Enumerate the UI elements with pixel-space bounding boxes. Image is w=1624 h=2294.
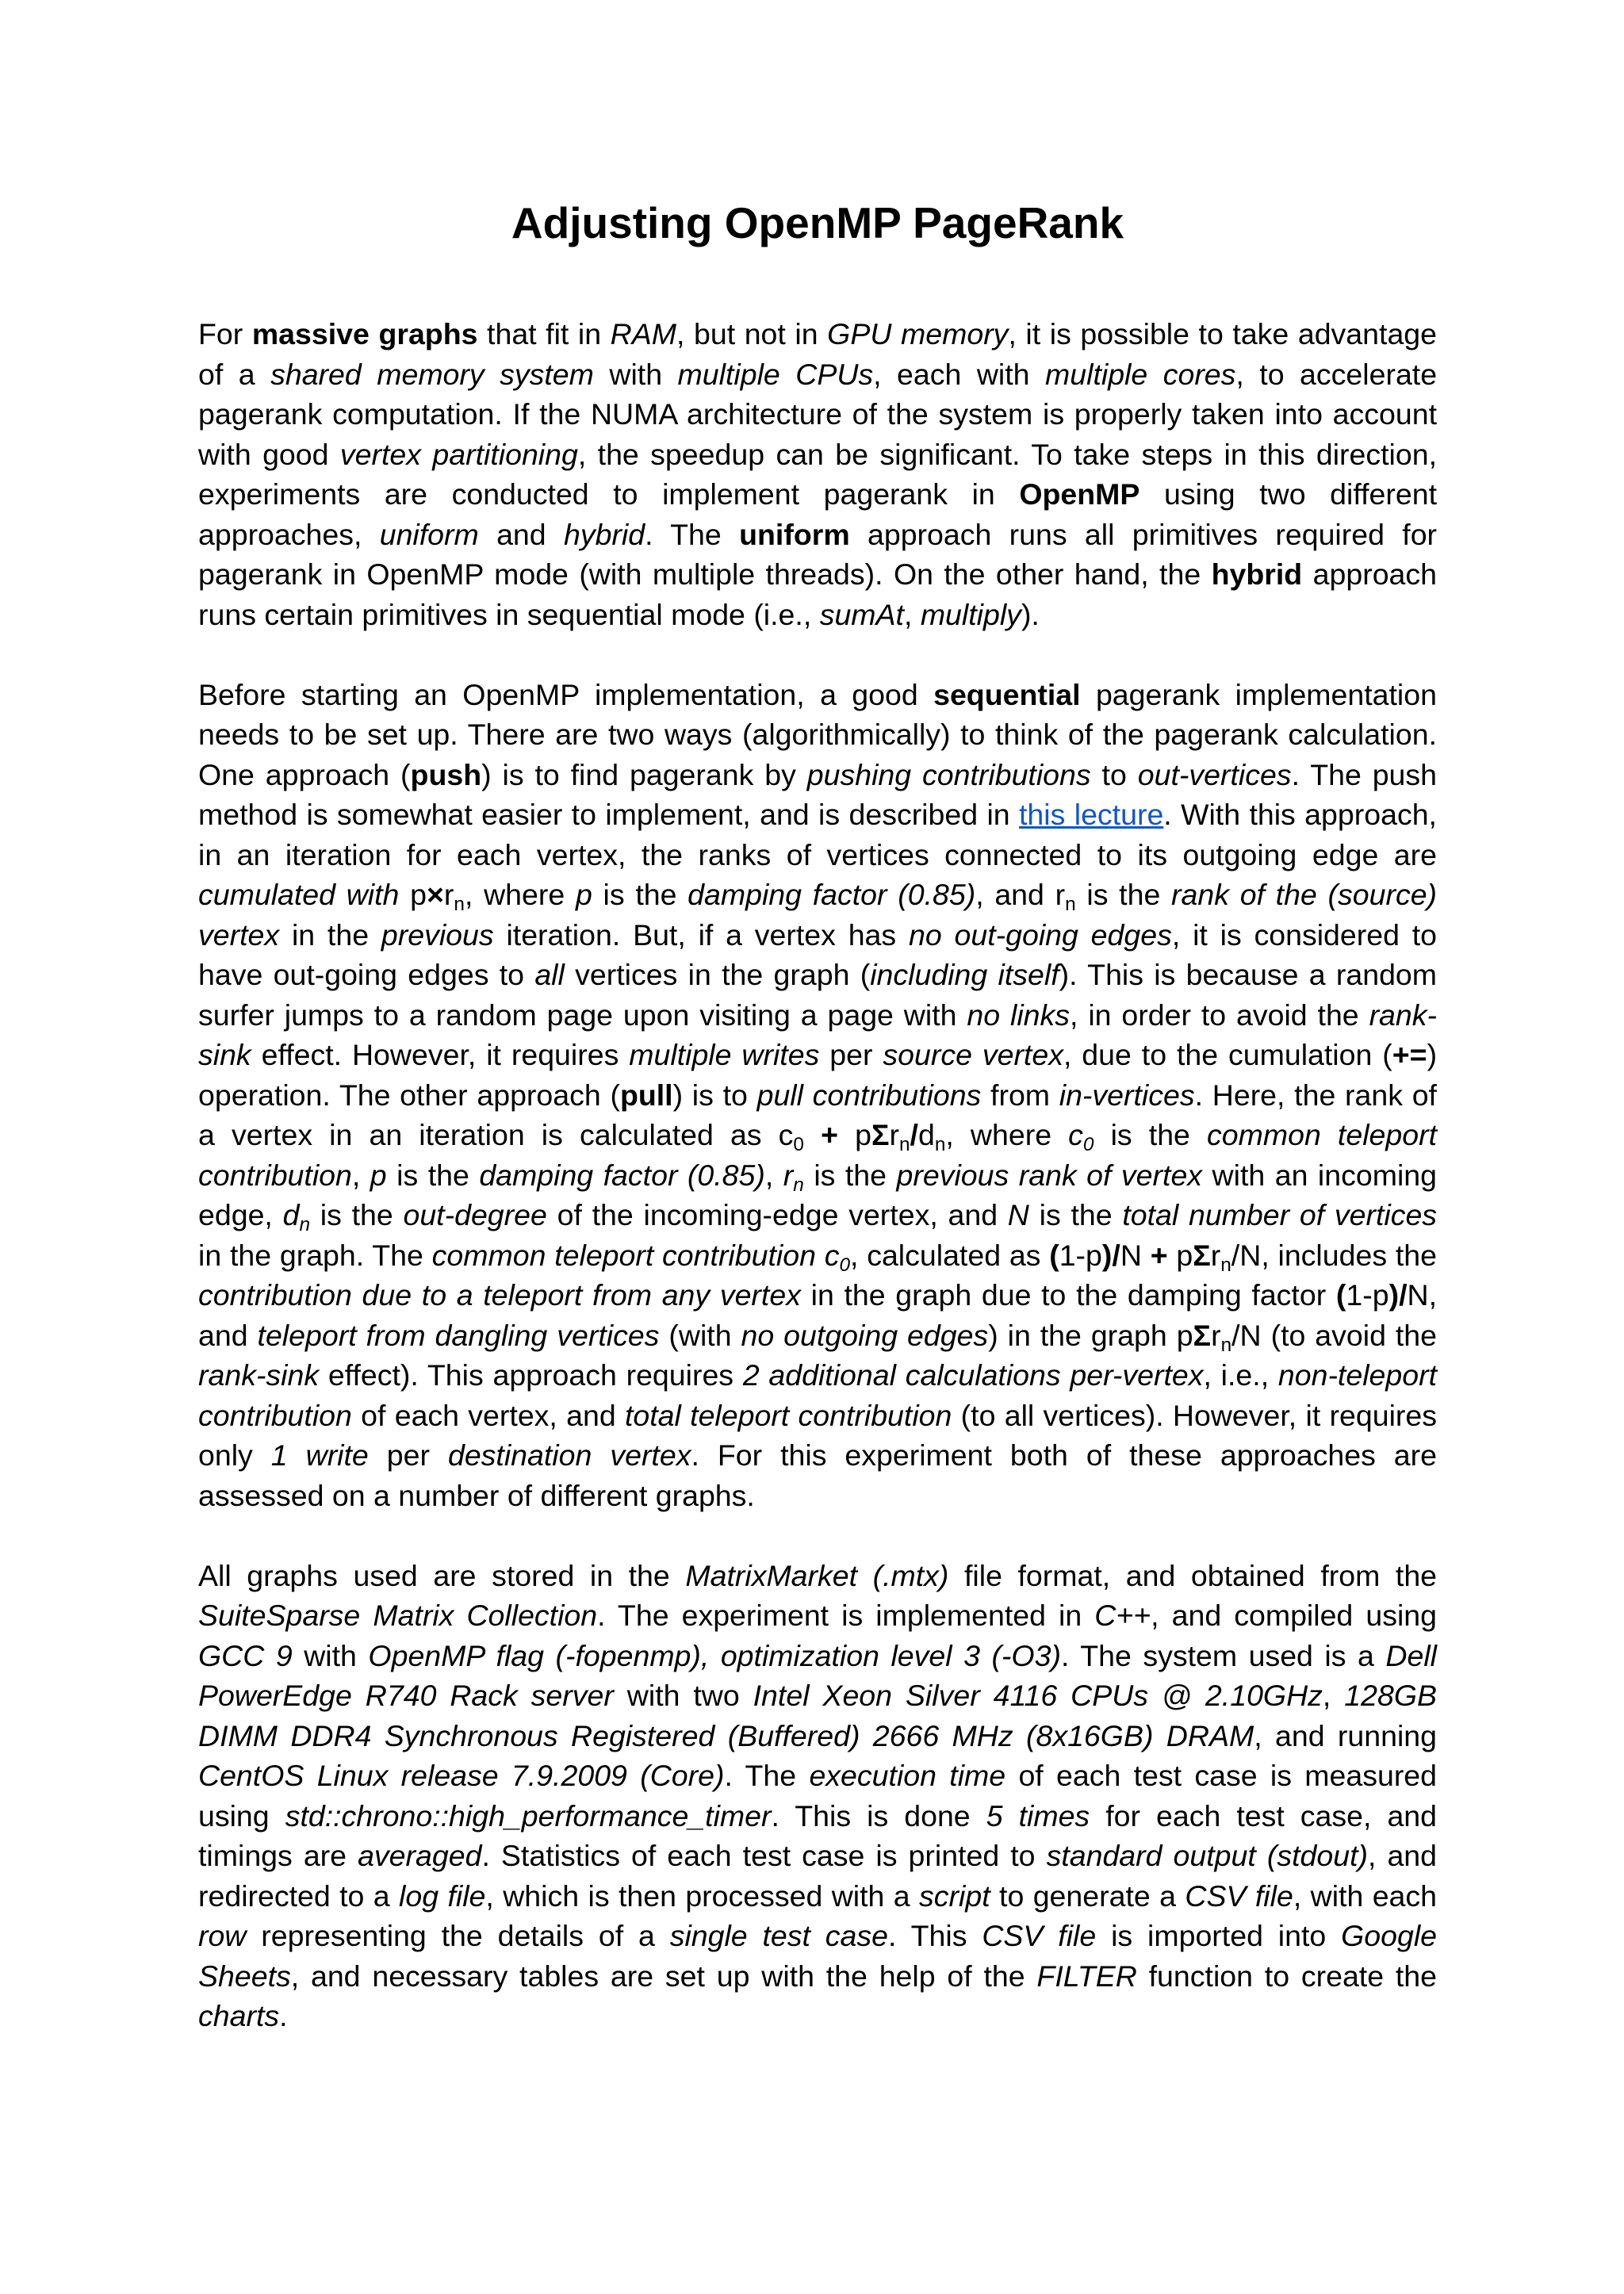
- text: function to create the: [1148, 1959, 1438, 1993]
- math-N: N: [1007, 1198, 1029, 1231]
- bold-text: pull: [619, 1078, 673, 1112]
- italic-text: std::chrono::high_performance_timer: [285, 1798, 772, 1833]
- text: . For this experiment both of these approaches are assessed on a number of different graphs.: [198, 1438, 1437, 1512]
- paragraph-approaches: [198, 675, 1437, 1516]
- math-plus-equals: +=: [1392, 1038, 1427, 1071]
- text: effect). This approach requires: [327, 1358, 734, 1392]
- text: with: [304, 1638, 357, 1672]
- text: in the graph. The: [198, 1238, 423, 1272]
- math-N: N: [1239, 1238, 1262, 1272]
- math-d: d: [282, 1198, 300, 1231]
- text: , and: [975, 878, 1044, 911]
- text: ,: [1322, 1679, 1331, 1712]
- italic-text: 128GB DIMM DDR4 Synchronous Registered (Buffered) 2666 MHz (8x16GB) DRAM: [198, 1679, 1437, 1752]
- math-one-minus-p: 1-p: [1059, 1238, 1102, 1272]
- math-slash: /: [1399, 1278, 1408, 1312]
- paragraph-intro: [198, 314, 1437, 634]
- text: , it is considered to have out-going edges to: [198, 917, 1438, 991]
- text: of each test case is measured using: [198, 1759, 1438, 1833]
- math-close-paren: ): [1101, 1238, 1113, 1272]
- text: ).: [1021, 597, 1040, 631]
- italic-text: RAM: [610, 317, 677, 350]
- math-slash: /: [1231, 1238, 1240, 1272]
- italic-text: Intel Xeon Silver 4116 CPUs @ 2.10GHz: [753, 1679, 1323, 1712]
- formula-dangling: [1176, 1318, 1262, 1356]
- italic-text: row: [198, 1919, 247, 1952]
- italic-text: all: [534, 958, 565, 991]
- math-sigma: Σ: [871, 1118, 890, 1151]
- text: , where: [464, 878, 565, 911]
- text: and: [496, 517, 546, 551]
- italic-text: no out-going edges: [908, 917, 1172, 952]
- text: All graphs used are stored in the: [198, 1558, 670, 1592]
- italic-text: GPU memory: [827, 317, 1009, 350]
- text: , and redirected to a: [198, 1839, 1438, 1913]
- document-page: [198, 0, 1437, 2036]
- italic-text: CentOS Linux release 7.9.2009 (Core): [198, 1759, 725, 1792]
- text: . The push method is somewhat easier to implement, and is described in: [198, 757, 1438, 831]
- italic-text: source vertex: [883, 1038, 1063, 1071]
- math-slash: /: [1112, 1238, 1120, 1272]
- bold-text: sequential: [933, 677, 1081, 711]
- text: of each vertex, and: [361, 1398, 616, 1432]
- text: , where: [945, 1118, 1052, 1151]
- text: , which is then processed with a: [485, 1878, 910, 1913]
- math-sub-n: n: [898, 1133, 910, 1155]
- text: (to avoid the: [1270, 1318, 1438, 1352]
- text: with two: [626, 1679, 740, 1712]
- text: , it is possible to take advantage of a: [198, 317, 1438, 391]
- math-close-paren: ): [1388, 1278, 1400, 1312]
- text: ) is to: [672, 1078, 748, 1112]
- italic-text: total teleport contribution: [624, 1398, 952, 1432]
- italic-text: damping factor (0.85): [479, 1158, 765, 1192]
- italic-text: p: [575, 878, 592, 911]
- text: ,: [351, 1158, 361, 1192]
- italic-text: total number of vertices: [1122, 1198, 1438, 1231]
- math-N: N: [1120, 1238, 1142, 1272]
- italic-text: cumulated with: [198, 878, 400, 911]
- text: is imported into: [1111, 1919, 1327, 1952]
- italic-text: rank-sink: [198, 998, 1437, 1071]
- text: .: [279, 1999, 288, 2032]
- italic-text: single test case: [669, 1919, 889, 1952]
- text: is the: [396, 1158, 469, 1192]
- italic-text: common teleport contribution: [431, 1238, 816, 1272]
- text: , and compiled using: [1151, 1599, 1437, 1632]
- text: representing the details of a: [261, 1919, 655, 1952]
- italic-text: pushing contributions: [806, 757, 1091, 791]
- math-sub-n: n: [454, 893, 465, 915]
- paragraph-setup: [198, 1556, 1437, 2036]
- math-open-paren: (: [1335, 1278, 1346, 1312]
- this-lecture-link[interactable]: this lecture: [1019, 798, 1164, 831]
- math-r: r: [1210, 1238, 1221, 1272]
- italic-text: sumAt: [819, 597, 904, 631]
- italic-text: 1 write: [270, 1438, 369, 1472]
- bold-text: massive graphs: [251, 317, 478, 350]
- text: per: [829, 1038, 873, 1071]
- math-sub-n: n: [1065, 893, 1076, 915]
- italic-text: charts: [198, 1999, 280, 2032]
- math-p: p: [1176, 1238, 1193, 1272]
- italic-text: SuiteSparse Matrix Collection: [198, 1599, 598, 1632]
- math-times: ×: [427, 878, 444, 911]
- math-sigma: Σ: [1193, 1238, 1211, 1272]
- text: is the: [603, 878, 677, 911]
- text: is the: [1039, 1198, 1113, 1231]
- text: to: [1101, 757, 1127, 791]
- math-c: c: [824, 1238, 840, 1272]
- math-sub-0: 0: [839, 1254, 851, 1276]
- italic-text: C++: [1094, 1599, 1151, 1632]
- bold-text: push: [410, 757, 482, 791]
- italic-text: FILTER: [1036, 1959, 1137, 1993]
- math-r: r: [1055, 878, 1066, 911]
- math-plus: +: [821, 1118, 838, 1151]
- italic-text: no links: [967, 998, 1071, 1032]
- text: , due to the cumulation (: [1063, 1038, 1392, 1071]
- math-one-minus-p: 1-p: [1346, 1278, 1389, 1312]
- formula-c0: [824, 1238, 851, 1276]
- text: , in order to avoid the: [1070, 998, 1359, 1032]
- text: is the: [1110, 1118, 1190, 1151]
- math-sub-n: n: [793, 1174, 804, 1196]
- formula-push: [410, 878, 465, 915]
- italic-text: multiple cores: [1045, 357, 1236, 391]
- math-p: p: [1176, 1318, 1193, 1352]
- math-N: N: [1407, 1278, 1429, 1312]
- text: approach runs certain primitives in sequential mode (i.e.,: [198, 557, 1438, 631]
- math-sub-n: n: [1220, 1334, 1232, 1356]
- formula-rn: [1055, 878, 1076, 915]
- formula-rn: [783, 1158, 804, 1196]
- italic-text: no outgoing edges: [741, 1318, 989, 1352]
- text: in the: [291, 917, 370, 952]
- math-c: c: [778, 1118, 794, 1151]
- italic-text: previous rank of vertex: [896, 1158, 1203, 1192]
- text: . The: [724, 1759, 797, 1792]
- italic-text: pull contributions: [756, 1078, 982, 1112]
- italic-text: multiple writes: [629, 1038, 820, 1071]
- text: , with each: [1293, 1878, 1438, 1913]
- text: effect. However, it requires: [261, 1038, 619, 1071]
- text: , calculated as: [850, 1238, 1041, 1272]
- formula-damping: [1336, 1278, 1429, 1312]
- text: in the graph due to the damping factor: [810, 1278, 1327, 1312]
- text: . This: [888, 1919, 967, 1952]
- italic-text: contribution due to a teleport from any vertex: [198, 1278, 801, 1312]
- math-slash: /: [910, 1118, 918, 1151]
- text: vertices in the graph (: [575, 958, 871, 991]
- text: per: [386, 1438, 430, 1472]
- math-N: N: [1239, 1318, 1262, 1352]
- text: , and: [198, 1278, 1438, 1352]
- text: approach runs all primitives required for pagerank in OpenMP mode (with multiple threads). On the other hand, the: [198, 517, 1438, 591]
- text: ,: [764, 1158, 774, 1192]
- math-r: r: [443, 878, 454, 911]
- bold-text: uniform: [739, 517, 850, 551]
- italic-text: multiple CPUs: [677, 357, 874, 391]
- italic-text: previous: [381, 917, 494, 952]
- text: using two different approaches,: [198, 477, 1437, 551]
- italic-text: 5 times: [986, 1798, 1090, 1833]
- text: iteration. But, if a vertex has: [506, 917, 897, 952]
- text: file format, and obtained from the: [964, 1558, 1438, 1592]
- text: For: [198, 317, 243, 350]
- text: . The system used is a: [1060, 1638, 1374, 1672]
- italic-text: 2 additional calculations per-vertex: [742, 1358, 1204, 1392]
- text: (to all vertices). However, it requires only: [198, 1398, 1438, 1472]
- text: ) is to find pagerank by: [481, 757, 796, 791]
- italic-text: damping factor (0.85): [688, 878, 976, 911]
- italic-text: teleport from dangling vertices: [257, 1318, 660, 1352]
- text: , to accelerate pagerank computation. If the NUMA architecture of the system is properly taken into account with good: [198, 357, 1438, 471]
- italic-text: out-degree: [403, 1198, 547, 1231]
- italic-text: execution time: [809, 1759, 1006, 1792]
- math-sub-n: n: [1220, 1254, 1231, 1276]
- text: is the: [1086, 878, 1161, 911]
- text: , but not in: [676, 317, 818, 350]
- text: ) in the graph: [988, 1318, 1167, 1352]
- text: with: [609, 357, 663, 391]
- italic-text: log file: [399, 1878, 486, 1913]
- italic-text: including itself: [870, 958, 1059, 991]
- italic-text: non-teleport contribution: [198, 1358, 1438, 1432]
- text: , includes the: [1261, 1238, 1437, 1272]
- text: for each test case, and timings are: [198, 1798, 1438, 1872]
- math-r: r: [889, 1118, 899, 1151]
- formula-pull: [778, 1118, 946, 1155]
- italic-text: averaged: [358, 1839, 482, 1872]
- italic-text: common teleport contribution: [198, 1118, 1438, 1192]
- math-p: p: [410, 878, 427, 911]
- math-r: r: [1211, 1318, 1221, 1352]
- math-c: c: [1068, 1118, 1083, 1151]
- text: ,: [903, 597, 913, 631]
- math-r: r: [783, 1158, 794, 1192]
- math-sub-0: 0: [1082, 1133, 1094, 1155]
- math-open-paren: (: [1049, 1238, 1059, 1272]
- italic-text: CSV file: [1185, 1878, 1293, 1913]
- bold-text: OpenMP: [1019, 477, 1140, 511]
- italic-text: standard output (stdout): [1046, 1839, 1368, 1872]
- text: is the: [814, 1158, 887, 1192]
- italic-text: hybrid: [563, 517, 645, 551]
- text: , each with: [873, 357, 1030, 391]
- document-title: Adjusting OpenMP PageRank: [511, 198, 1124, 247]
- text: is the: [320, 1198, 393, 1231]
- math-plus: +: [1150, 1238, 1168, 1272]
- math-sub-n: n: [934, 1133, 946, 1155]
- italic-text: Google Sheets: [198, 1919, 1438, 1993]
- text: , and necessary tables are set up with the help of the: [290, 1959, 1025, 1993]
- italic-text: MatrixMarket (.mtx): [685, 1558, 949, 1592]
- text: , the speedup can be significant. To take steps in this direction, experiments are conducted to implement pagerank in: [198, 437, 1438, 511]
- text: with an incoming edge,: [198, 1158, 1437, 1231]
- text: of the incoming-edge vertex, and: [557, 1198, 998, 1231]
- italic-text: in-vertices: [1059, 1078, 1195, 1112]
- text: to generate a: [999, 1878, 1176, 1913]
- math-d: d: [917, 1118, 935, 1151]
- text: from: [990, 1078, 1051, 1112]
- italic-text: Dell PowerEdge R740 Rack server: [198, 1638, 1437, 1712]
- text: . The: [645, 517, 722, 551]
- formula-dn: [282, 1198, 311, 1235]
- italic-text: rank of the (source) vertex: [198, 878, 1438, 952]
- italic-text: OpenMP flag (-fopenmp), optimization level 3 (-O3): [368, 1638, 1061, 1672]
- text: ) operation. The other approach (: [198, 1038, 1438, 1112]
- text: that fit in: [487, 317, 602, 350]
- italic-text: uniform: [379, 517, 479, 551]
- italic-text: vertex partitioning: [339, 437, 578, 471]
- math-sub-0: 0: [793, 1133, 804, 1155]
- math-p: p: [370, 1158, 387, 1192]
- bold-text: hybrid: [1211, 557, 1303, 591]
- text: . Statistics of each test case is printed to: [481, 1839, 1036, 1872]
- text: . This is done: [771, 1798, 971, 1833]
- italic-text: destination vertex: [447, 1438, 691, 1472]
- text: , i.e.,: [1203, 1358, 1270, 1392]
- text: . The experiment is implemented in: [597, 1599, 1082, 1632]
- italic-text: GCC 9: [198, 1638, 293, 1672]
- math-p: p: [855, 1118, 871, 1151]
- formula-c0: [1068, 1118, 1094, 1155]
- math-sub-n: n: [299, 1213, 311, 1235]
- text: . Here, the rank of a vertex in an iteration is calculated as: [198, 1078, 1437, 1151]
- text: ). This is because a random surfer jumps to a random page upon visiting a page with: [198, 958, 1438, 1032]
- italic-text: multiply: [920, 597, 1021, 631]
- math-sigma: Σ: [1193, 1318, 1212, 1352]
- math-slash: /: [1231, 1318, 1240, 1352]
- italic-text: script: [919, 1878, 990, 1913]
- italic-text: rank-sink: [198, 1358, 320, 1392]
- text: Before starting an OpenMP implementation, a good: [198, 677, 918, 711]
- text: , and running: [1254, 1718, 1437, 1752]
- italic-text: shared memory system: [270, 357, 594, 391]
- text: (with: [668, 1318, 732, 1352]
- formula-teleport: [1049, 1238, 1262, 1276]
- italic-text: out-vertices: [1137, 757, 1292, 791]
- text: . With this approach, in an iteration for each vertex, the ranks of vertices connected to its outgoing edge are: [198, 798, 1437, 871]
- text: pagerank implementation needs to be set up. There are two ways (algorithmically) to think of the pagerank calculation. One approach (: [198, 677, 1437, 791]
- italic-text: CSV file: [982, 1919, 1097, 1952]
